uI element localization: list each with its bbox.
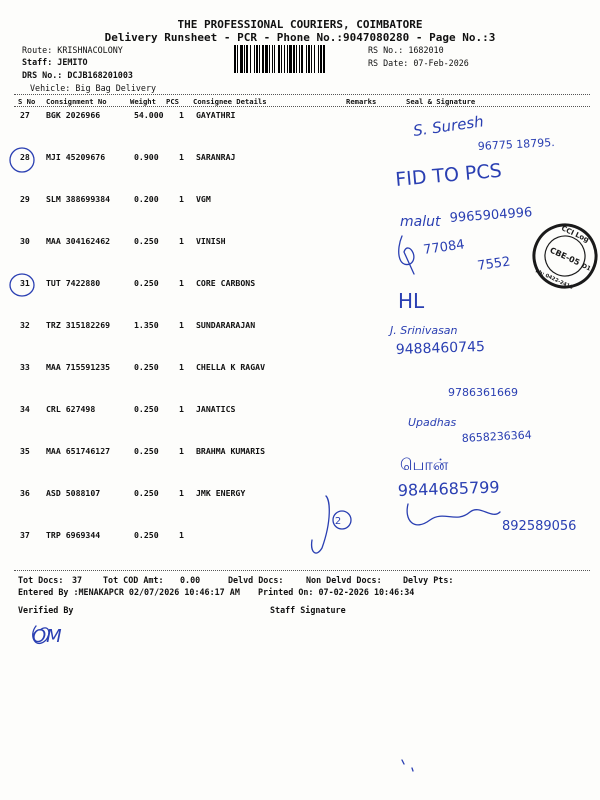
- row-consignee: GAYATHRI: [196, 110, 236, 120]
- row-pcs: 1: [179, 152, 184, 162]
- hw-r35-sig: பொன்: [400, 455, 449, 474]
- row-sno: 28: [20, 152, 30, 162]
- row-sno: 37: [20, 530, 30, 540]
- row36-signature: [407, 504, 500, 525]
- hw-r32-sig: J. Srinivasan: [390, 324, 458, 337]
- row-weight: 0.250: [134, 278, 159, 288]
- staff-field: Staff: JEMITO: [22, 57, 88, 67]
- row-consignee: VGM: [196, 194, 211, 204]
- row-consignee: JMK ENERGY: [196, 488, 246, 498]
- row-consignment: MJI 45209676: [46, 152, 106, 162]
- row-consignment: SLM 388699384: [46, 194, 111, 204]
- row-consignee: CHELLA K RAGAV: [196, 362, 266, 372]
- tot-cod-value: 0.00: [180, 575, 201, 585]
- row-consignment: ASD 5088107: [46, 488, 101, 498]
- circle-mark-31: [10, 274, 34, 296]
- row-pcs: 1: [179, 446, 184, 456]
- row-weight: 0.250: [134, 488, 159, 498]
- hw-r30-phone-b: 7552: [476, 254, 512, 274]
- row-consignee: BRAHMA KUMARIS: [196, 446, 266, 456]
- row-weight: 0.250: [134, 362, 159, 372]
- hw-r28-note: FID TO PCS: [394, 159, 503, 191]
- row-sno: 35: [20, 446, 30, 456]
- route-field: Route: KRISHNACOLONY: [22, 45, 123, 55]
- row-sno: 30: [20, 236, 30, 246]
- row-weight: 1.350: [134, 320, 159, 330]
- tot-docs-value: 37: [72, 575, 83, 585]
- row-consignment: MAA 715591235: [46, 362, 111, 372]
- j-stroke-mark: [312, 496, 330, 553]
- row-consignment: CRL 627498: [46, 404, 96, 414]
- hw-r36-circle-digit: 2: [334, 516, 342, 527]
- row-consignment: TRP 6969344: [46, 530, 101, 540]
- row-pcs: 1: [179, 488, 184, 498]
- hw-r35-phone: 9844685799: [397, 477, 500, 500]
- row-pcs: 1: [179, 194, 184, 204]
- row-sno: 29: [20, 194, 30, 204]
- hw-r37-phone: 892589056: [502, 519, 577, 534]
- row-pcs: 1: [179, 362, 184, 372]
- verified-by-label: Verified By: [18, 605, 74, 615]
- hw-r27-phone: 96775 18795.: [477, 135, 556, 153]
- row-sno: 32: [20, 320, 30, 330]
- row-consignee: SARANRAJ: [196, 152, 236, 162]
- row-weight: 0.250: [134, 236, 159, 246]
- ink-dot-a: [402, 760, 404, 764]
- row-consignment: BGK 2026966: [46, 110, 101, 120]
- non-delvd-docs-label: Non Delvd Docs:: [306, 575, 382, 585]
- row-sno: 36: [20, 488, 30, 498]
- printed-on: Printed On: 07-02-2026 10:46:34: [258, 587, 415, 597]
- hw-r33-phone: 9786361669: [448, 386, 518, 399]
- row-pcs: 1: [179, 320, 184, 330]
- row-sno: 31: [20, 278, 30, 288]
- row-pcs: 1: [179, 278, 184, 288]
- col-consignee: Consignee Details: [193, 97, 267, 106]
- row-consignment: MAA 304162462: [46, 236, 111, 246]
- rs-no-field: RS No.: 1682010: [368, 45, 444, 55]
- entered-by: Entered By :MENAKAPCR 02/07/2026 10:46:17 AM: [18, 587, 240, 597]
- hw-r34-phone: 8658236364: [461, 428, 533, 445]
- col-remarks: Remarks: [346, 97, 377, 106]
- row-consignee: CORE CARBONS: [196, 278, 256, 288]
- row-weight: 0.200: [134, 194, 159, 204]
- hw-r30-phone-a: 77084: [422, 237, 466, 258]
- row-sno: 34: [20, 404, 30, 414]
- row-sno: 27: [20, 110, 30, 120]
- row-weight: 0.900: [134, 152, 159, 162]
- delvy-pts-label: Delvy Pts:: [403, 575, 454, 585]
- tot-cod-label: Tot COD Amt:: [103, 575, 164, 585]
- row-pcs: 1: [179, 404, 184, 414]
- row-pcs: 1: [179, 236, 184, 246]
- row-consignee: JANATICS: [196, 404, 236, 414]
- col-weight: Weight: [130, 97, 156, 106]
- company-stamp: [524, 215, 600, 297]
- row-consignee: SUNDARARAJAN: [196, 320, 256, 330]
- row-pcs: 1: [179, 110, 184, 120]
- ink-dot-b: [412, 768, 413, 771]
- hw-r31-note: HL: [398, 289, 425, 313]
- tot-docs-label: Tot Docs:: [18, 575, 64, 585]
- hw-r29-phone: 9965904996: [449, 205, 533, 226]
- row-weight: 0.250: [134, 530, 159, 540]
- hw-verified-sig: OM: [32, 626, 62, 647]
- hw-r34-sig: Upadhas: [408, 416, 457, 429]
- row-consignment: TUT 7422880: [46, 278, 101, 288]
- stamp-top-text: CCI Log: [560, 224, 591, 245]
- col-seal-signature: Seal & Signature: [406, 97, 476, 106]
- row-pcs: 1: [179, 530, 184, 540]
- stamp-bottom-text: Ph: 0422-2418: [534, 268, 574, 291]
- drs-no-field: DRS No.: DCJB168201003: [22, 70, 133, 80]
- row-consignment: TRZ 315182269: [46, 320, 111, 330]
- col-sno: S No: [18, 97, 36, 106]
- hw-r32-phone: 9488460745: [395, 338, 486, 358]
- col-consignment: Consignment No: [46, 97, 107, 106]
- row-sno: 33: [20, 362, 30, 372]
- company-title: THE PROFESSIONAL COURIERS, COIMBATORE: [177, 18, 423, 31]
- rs-date-field: RS Date: 07-Feb-2026: [368, 58, 469, 68]
- col-pcs: PCS: [166, 97, 179, 106]
- row-consignee: VINISH: [196, 236, 226, 246]
- staff-signature-label: Staff Signature: [270, 605, 346, 615]
- row-weight: 0.250: [134, 446, 159, 456]
- row-consignment: MAA 651746127: [46, 446, 111, 456]
- delvd-docs-label: Delvd Docs:: [228, 575, 284, 585]
- row-weight: 54.000: [134, 110, 164, 120]
- row30-scribble: [399, 236, 414, 274]
- stamp-side-text: D1: [580, 262, 592, 273]
- vehicle-field: Vehicle: Big Bag Delivery: [30, 83, 157, 93]
- hw-r27-sig: S. Suresh: [412, 112, 485, 140]
- circle-mark-28: [10, 148, 34, 172]
- hw-r29-sig: malut: [400, 214, 441, 230]
- row-weight: 0.250: [134, 404, 159, 414]
- runsheet-subtitle: Delivery Runsheet - PCR - Phone No.:9047080280 - Page No.:3: [104, 31, 496, 44]
- stamp-center-text: CBE-05: [548, 245, 582, 268]
